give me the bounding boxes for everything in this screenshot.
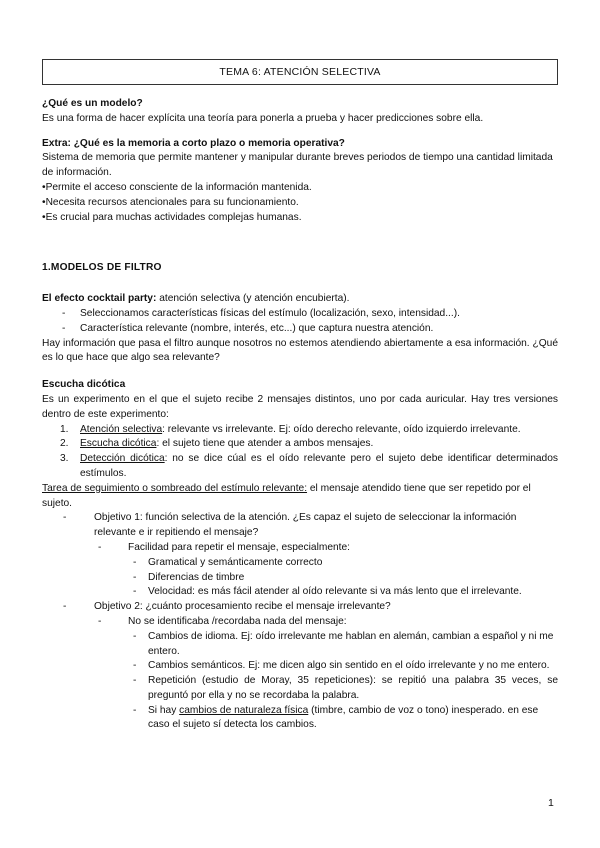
- objective-2-sub: - No se identificaba /recordaba nada del mensaje:: [98, 615, 347, 627]
- bullet-mark: •: [42, 196, 46, 208]
- document-page: [42, 59, 558, 733]
- list-item: - Repetición (estudio de Moray, 35 repeticiones): se repitió una palabra 35 veces, se preguntó por ella y no se recordaba la palabra.: [133, 675, 558, 701]
- numbered-item: 3. Detección dicótica: no se dice cúal es el oído relevante pero el sujeto debe identificar determinados estímulos.: [60, 453, 558, 479]
- dichotic-heading: Escucha dicótica: [42, 379, 126, 391]
- question-working-memory: Extra: ¿Qué es la memoria a corto plazo o memoria operativa?: [42, 137, 345, 149]
- answer-model: Es una forma de hacer explícita una teoría para ponerla a prueba y hacer predicciones sobre ella.: [42, 112, 484, 124]
- list-item: - Seleccionamos características físicas del estímulo (localización, sexo, intensidad...).: [62, 307, 460, 319]
- list-item: - Gramatical y semánticamente correcto: [133, 556, 323, 568]
- answer-working-memory: Sistema de memoria que permite mantener y manipular durante breves periodos de tiempo una cantidad limitada de información.: [42, 152, 553, 179]
- bullet-item: •Necesita recursos atencionales para su funcionamiento.: [42, 196, 299, 208]
- page-title: TEMA 6: ATENCIÓN SELECTIVA: [42, 59, 558, 85]
- section-heading: 1.MODELOS DE FILTRO: [42, 262, 162, 274]
- list-item: - Si hay cambios de naturaleza física (timbre, cambio de voz o tono) inesperado. en ese caso el sujeto sí detecta los cambios.: [133, 704, 539, 731]
- list-item: - Velocidad: es más fácil atender al oído relevante si va más lento que el irrelevante.: [133, 586, 522, 598]
- dichotic-paragraph: Es un experimento en el que el sujeto recibe 2 mensajes distintos, uno por cada auricular. Hay tres versiones dentro de este experimento:: [42, 393, 558, 420]
- bullet-mark: •: [42, 211, 46, 223]
- numbered-item: 1. Atención selectiva: relevante vs irrelevante. Ej: oído derecho relevante, oído izquierdo irrelevante.: [60, 423, 521, 435]
- question-model: ¿Qué es un modelo?: [42, 98, 143, 109]
- list-item: - Cambios semánticos. Ej: me dicen algo sin sentido en el oído irrelevante y no me entero.: [133, 660, 550, 672]
- numbered-item: 2. Escucha dicótica: el sujeto tiene que atender a ambos mensajes.: [60, 438, 374, 450]
- cocktail-party-heading: El efecto cocktail party:: [42, 293, 157, 305]
- objective-1: - Objetivo 1: función selectiva de la atención. ¿Es capaz el sujeto de seleccionar la información relevante e ir repitiendo el mensaje?: [63, 512, 517, 539]
- cocktail-party-line: El efecto cocktail party: atención selectiva (y atención encubierta).: [42, 293, 350, 305]
- tracking-task-paragraph: Tarea de seguimiento o sombreado del estímulo relevante: el mensaje atendido tiene que ser repetido por el sujeto.: [42, 482, 531, 509]
- objective-2: - Objetivo 2: ¿cuánto procesamiento recibe el mensaje irrelevante?: [63, 601, 391, 613]
- page-number: 1: [548, 797, 554, 809]
- list-item: - Característica relevante (nombre, interés, etc...) que captura nuestra atención.: [62, 322, 434, 334]
- objective-1-sub: - Facilidad para repetir el mensaje, especialmente:: [98, 541, 350, 553]
- cocktail-paragraph: Hay información que pasa el filtro aunque nosotros no estemos atendiendo abiertamente a esa información. ¿Qué es lo que hace que algo sea relevante?: [42, 337, 558, 364]
- list-item: - Cambios de idioma. Ej: oído irrelevante me hablan en alemán, cambian a español y ni me entero.: [133, 630, 554, 657]
- list-item: - Diferencias de timbre: [133, 571, 245, 583]
- bullet-mark: •: [42, 181, 46, 193]
- bullet-item: •Es crucial para muchas actividades complejas humanas.: [42, 211, 302, 223]
- bullet-item: •Permite el acceso consciente de la información mantenida.: [42, 181, 312, 193]
